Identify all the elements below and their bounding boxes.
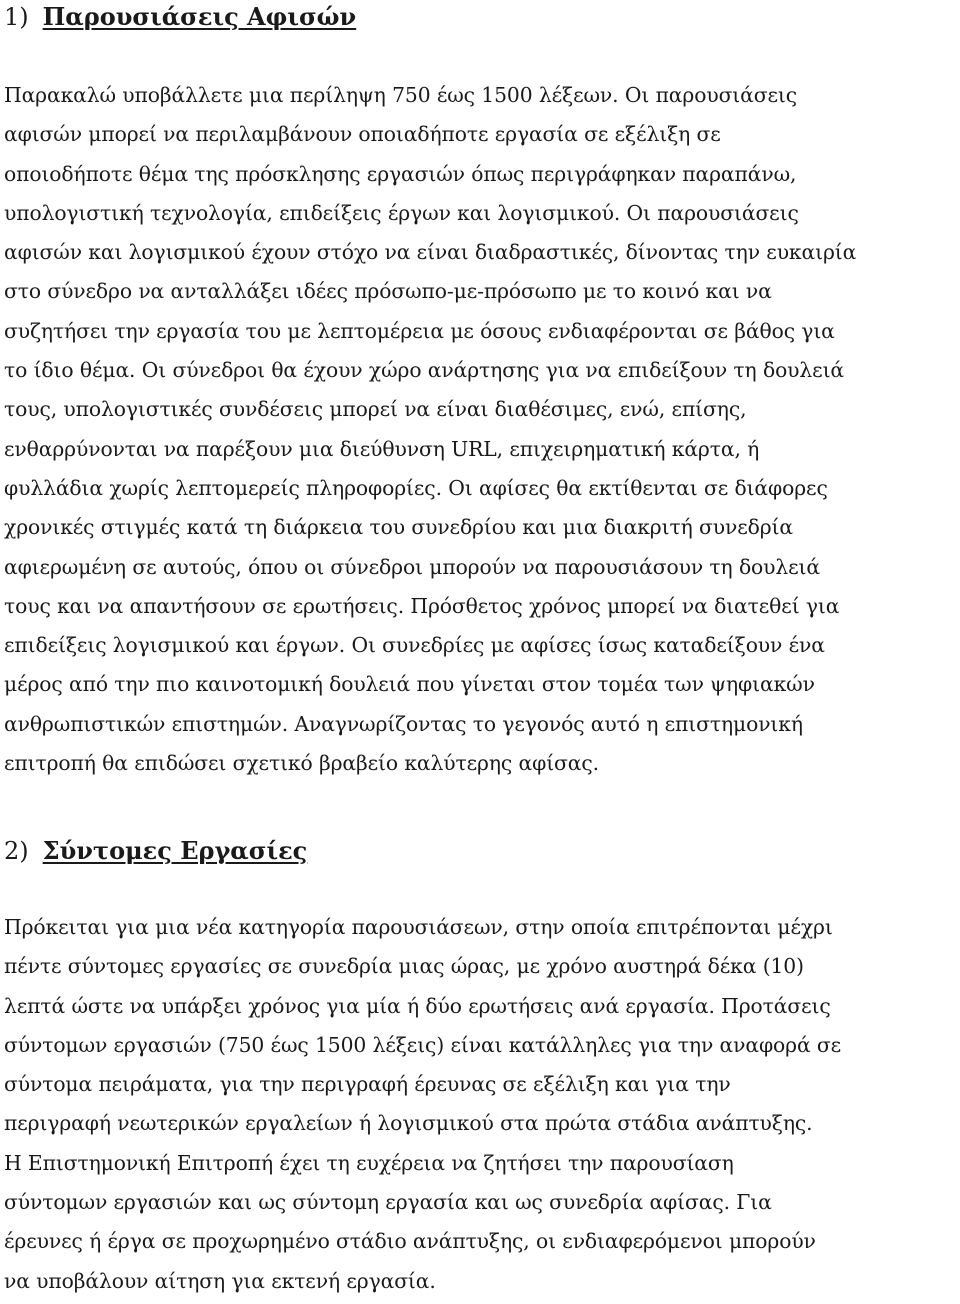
paragraph-line: τους και να απαντήσουν σε ερωτήσεις. Πρόσθετος χρόνος μπορεί να διατεθεί για: [4, 593, 840, 618]
paragraph-line: Παρακαλώ υποβάλλετε μια περίληψη 750 έως 1500 λέξεων. Οι παρουσιάσεις: [4, 83, 798, 107]
paragraph-line: σύντομων εργασιών (750 έως 1500 λέξεις) είναι κατάλληλες για την αναφορά σε: [4, 1032, 842, 1057]
paragraph-line: ανθρωπιστικών επιστημών. Αναγνωρίζοντας το γεγονός αυτό η επιστημονική: [4, 711, 803, 736]
paragraph-line: επιδείξεις λογισμικού και έργων. Οι συνεδρίες με αφίσες ίσως καταδείξουν ένα: [4, 633, 825, 658]
paragraph-line: τους, υπολογιστικές συνδέσεις μπορεί να είναι διαθέσιμες, ενώ, επίσης,: [4, 397, 747, 422]
section-title: Σύντομες Εργασίες: [42, 836, 308, 865]
paragraph-line: χρονικές στιγμές κατά τη διάρκεια του συνεδρίου και μια διακριτή συνεδρία: [4, 515, 793, 540]
paragraph-line: επιτροπή θα επιδώσει σχετικό βραβείο καλύτερης αφίσας.: [4, 751, 599, 776]
paragraph-line: πέντε σύντομες εργασίες σε συνεδρία μιας ώρας, με χρόνο αυστηρά δέκα (10): [4, 954, 804, 979]
paragraph-line: περιγραφή νεωτερικών εργαλείων ή λογισμικού στα πρώτα στάδια ανάπτυξης.: [4, 1111, 813, 1136]
paragraph-line: συζητήσει την εργασία του με λεπτομέρεια με όσους ενδιαφέρονται σε βάθος για: [4, 318, 835, 343]
paragraph-line: αφισών μπορεί να περιλαμβάνουν οποιαδήποτε εργασία σε εξέλιξη σε: [4, 122, 721, 147]
paragraph-line: αφισών και λογισμικού έχουν στόχο να είναι διαδραστικές, δίνοντας την ευκαιρία: [4, 240, 857, 265]
section-heading-short-papers: [4, 836, 307, 866]
paragraph-line: στο σύνεδρο να ανταλλάξει ιδέες πρόσωπο-με-πρόσωπο με το κοινό και να: [4, 279, 772, 304]
paragraph-line: υπολογιστική τεχνολογία, επιδείξεις έργων και λογισμικού. Οι παρουσιάσεις: [4, 200, 799, 225]
paragraph-line: αφιερωμένη σε αυτούς, όπου οι σύνεδροι μπορούν να παρουσιάσουν τη δουλειά: [4, 554, 821, 579]
section-heading-poster-presentations: [4, 2, 356, 32]
section-number: 2): [4, 837, 29, 865]
section-body-poster-presentations: [4, 76, 856, 783]
paragraph-line: έρευνες ή έργα σε προχωρημένο στάδιο ανάπτυξης, οι ενδιαφερόμενοι μπορούν: [4, 1229, 816, 1254]
paragraph-line: να υποβάλουν αίτηση για εκτενή εργασία.: [4, 1268, 436, 1293]
paragraph-line: σύντομα πειράματα, για την περιγραφή έρευνας σε εξέλιξη και για την: [4, 1072, 731, 1097]
section-body-short-papers: [4, 908, 841, 1301]
paragraph-line: ενθαρρύνονται να παρέξουν μια διεύθυνση URL, επιχειρηματική κάρτα, ή: [4, 436, 760, 461]
paragraph-line: φυλλάδια χωρίς λεπτομερείς πληροφορίες. Οι αφίσες θα εκτίθενται σε διάφορες: [4, 475, 828, 500]
paragraph-line: οποιοδήποτε θέμα της πρόσκλησης εργασιών όπως περιγράφηκαν παραπάνω,: [4, 161, 797, 186]
paragraph-line: το ίδιο θέμα. Οι σύνεδροι θα έχουν χώρο ανάρτησης για να επιδείξουν τη δουλειά: [4, 358, 845, 383]
paragraph-line: Πρόκειται για μια νέα κατηγορία παρουσιάσεων, στην οποία επιτρέπονται μέχρι: [4, 915, 833, 939]
section-title: Παρουσιάσεις Αφισών: [42, 2, 357, 31]
paragraph-line: λεπτά ώστε να υπάρξει χρόνος για μία ή δύο ερωτήσεις ανά εργασία. Προτάσεις: [4, 993, 831, 1018]
section-number: 1): [4, 3, 29, 31]
paragraph-line: σύντομων εργασιών και ως σύντομη εργασία και ως συνεδρία αφίσας. Για: [4, 1190, 772, 1215]
paragraph-line: μέρος από την πιο καινοτομική δουλειά που γίνεται στον τομέα των ψηφιακών: [4, 672, 815, 697]
paragraph-line: Η Επιστημονική Επιτροπή έχει τη ευχέρεια να ζητήσει την παρουσίαση: [4, 1150, 734, 1175]
